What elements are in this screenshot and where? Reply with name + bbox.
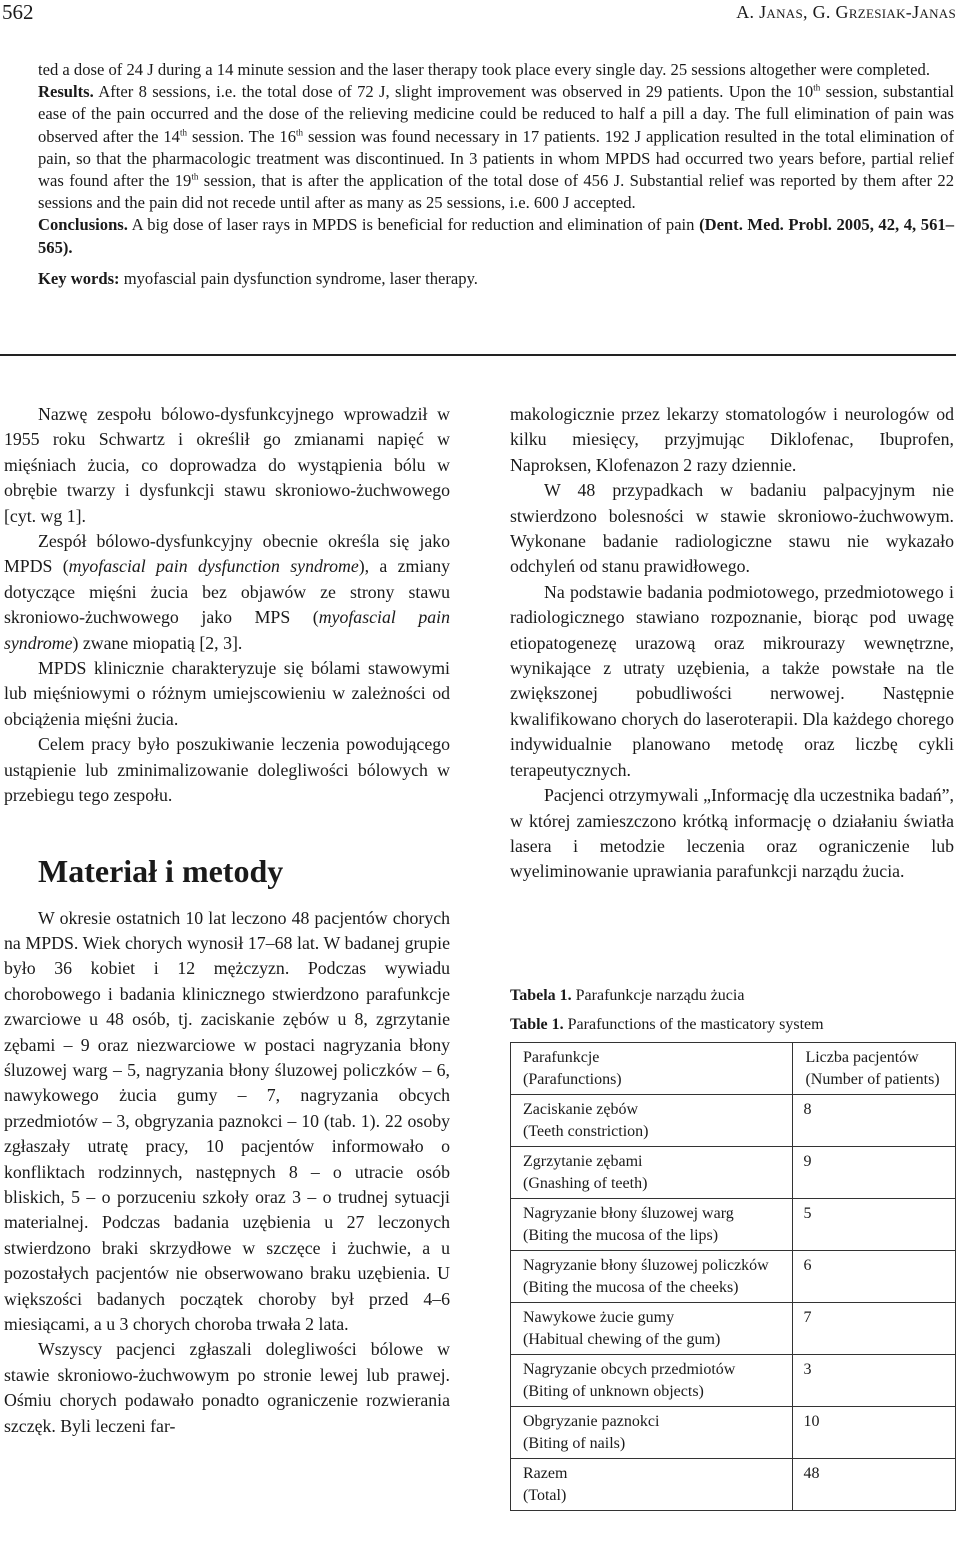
body-paragraph: Pacjenci otrzymywali „Informację dla uczestnika badań”, w której zamieszczono krótką informację o działaniu światła lasera i metodzie leczenia oraz ograniczenie lub wyeliminowanie uprawiania parafunkcji narządu żucia. <box>510 785 954 882</box>
running-header <box>0 0 960 28</box>
parafunction-cell <box>511 1459 793 1511</box>
parafunction-pl: Nagryzanie błony śluzowej policzków <box>523 1257 769 1274</box>
table-row <box>511 1459 956 1511</box>
patient-count: 3 <box>793 1355 956 1407</box>
parafunction-cell <box>511 1407 793 1459</box>
conclusions-label: Conclusions. <box>38 215 128 235</box>
results-text-3: session. The 16 <box>187 126 297 146</box>
conclusions-text: A big dose of laser rays in MPDS is beneficial for reduction and elimination of pain <box>127 215 700 235</box>
results-text-5: session, that is after the application of the total dose of 456 J. Substantial relief was reported by them after 22 sessions and the pain did not recede until after as many as 25 sessions, i.e. 600 J accepted. <box>38 171 955 213</box>
table-header-cell <box>793 1043 956 1095</box>
body-paragraph: Na podstawie badania podmiotowego, przedmiotowego i radiologicznego stawiano rozpoznanie, biorąc pod uwagę etiopatogenezę urazową oraz mikrourazy wewnętrzne, wynikające z utraty uzębienia, a także powstałe na tle zwiększonej pobudliwości nerwowej. Następnie kwalifikowano chorych do laseroterapii. Dla każdego chorego indywidualnie planowano metodę oraz liczbę cykli terapeutycznych. <box>510 581 954 780</box>
patient-count: 7 <box>793 1303 956 1355</box>
parafunction-en: (Biting of nails) <box>523 1435 626 1452</box>
patient-count: 8 <box>793 1095 956 1147</box>
parafunction-en: (Habitual chewing of the gum) <box>523 1331 721 1348</box>
parafunction-en: (Biting the mucosa of the cheeks) <box>523 1279 739 1296</box>
caption-label: Tabela 1. <box>510 987 572 1004</box>
table-row <box>511 1355 956 1407</box>
keywords <box>38 268 954 290</box>
italic-term: myofascial pain syndrome <box>4 607 450 653</box>
page-number: 562 <box>2 0 34 24</box>
parafunction-en: (Total) <box>523 1487 567 1504</box>
parafunction-en: (Biting the mucosa of the lips) <box>523 1227 719 1244</box>
patient-count: 48 <box>793 1459 956 1511</box>
table-row <box>511 1147 956 1199</box>
parafunction-pl: Zaciskanie zębów <box>523 1101 639 1118</box>
body-paragraph: Celem pracy było poszukiwanie leczenia powodującego ustąpienie lub zminimalizowanie dolegliwości bólowych w przebiegu tego zespołu. <box>4 734 450 806</box>
table-row <box>511 1251 956 1303</box>
table-row <box>511 1303 956 1355</box>
body-paragraph: makologicznie przez lekarzy stomatologów i neurologów od kilku miesięcy, przyjmując Diklofenac, Ibuprofen, Naproksen, Klofenazon 2 razy dziennie. <box>510 404 954 475</box>
ordinal-suffix: th <box>191 171 199 182</box>
body-paragraph: Wszyscy pacjenci zgłaszali dolegliwości bólowe w stawie skroniowo-żuchwowym po stronie lewej lub prawej. Ośmiu chorych podawało ponadto ograniczenie rozwierania szczęk. Byli leczeni far- <box>4 1339 450 1436</box>
parafunction-pl: Nagryzanie obcych przedmiotów <box>523 1361 736 1378</box>
parafunction-en: (Gnashing of teeth) <box>523 1175 648 1192</box>
abstract-methods-end: ted a dose of 24 J during a 14 minute session and the laser therapy took place every single day. 25 sessions altogether were completed. <box>38 60 930 79</box>
patient-count: 9 <box>793 1147 956 1199</box>
results-text-2: session, substantial ease of the pain occurred and the dose of the relieving medicine could be reduced to half a pill a day. The full elimination of pain was observed after the 14 <box>38 82 954 146</box>
results-text-4: session was found necessary in 17 patients. 192 J application resulted in the total elimination of pain, so that the pharmacologic treatment was discontinued. In 3 patients in whom MPDS had occurred two years before, partial relief was found after the 19 <box>38 126 954 191</box>
section-heading: Materiał i metody <box>38 852 284 889</box>
patient-count: 5 <box>793 1199 956 1251</box>
header-text: Liczba pacjentów <box>805 1049 919 1066</box>
patient-count: 10 <box>793 1407 956 1459</box>
parafunction-cell <box>511 1095 793 1147</box>
header-text: (Parafunctions) <box>523 1071 622 1088</box>
citation: (Dent. Med. Probl. 2005, 42, 4, 561–565). <box>38 215 954 257</box>
italic-term: myofascial pain dysfunction syndrome <box>68 556 359 577</box>
table-row <box>511 1407 956 1459</box>
parafunction-pl: Obgryzanie paznokci <box>523 1413 660 1430</box>
body-paragraph: W okresie ostatnich 10 lat leczono 48 pacjentów chorych na MPDS. Wiek chorych wynosił 17–68 lat. W badanej grupie było 36 kobiet i 12 mężczyzn. Podczas wywiadu chorobowego i badania klinicznego stwierdzono parafunkcje zwarciowe u 48 osób, tj. zaciskanie zębów u 8, zgrzytanie zębami – 9 oraz niezwarciowe w postaci nagryzania błony śluzowej warg – 5, nagryzania błony śluzowej policzków – 6, nawykowego żucia gumy – 7, nagryzania obcych przedmiotów – 3, obgryzania paznokci – 10 (tab. 1). 22 osoby zgłaszały utratę pracy, 10 pacjentów informowało o konfliktach rodzinnych, następnych 8 – o utracie osób bliskich, 5 – o porzuceniu szkoły oraz 3 – o trudnej sytuacji materialnej. Podczas badania uzębienia u 27 leczonych stwierdzono braki skrzydłowe w szczęce i żuchwie, a u pozostałych pacjentów nie obserwowano braku uzębienia. U większości badanych początek choroby był przed 4–6 miesiącami, a u 3 chorych choroba trwała 2 lata. <box>4 907 450 1334</box>
ordinal-suffix: th <box>813 82 821 93</box>
table-header-cell <box>511 1043 793 1095</box>
left-column <box>4 402 450 1439</box>
text-run: ), a zmiany dotyczące mięśni żucia bez objawów ze strony stawu skroniowo-żuchwowego jako MPS ( <box>4 556 450 628</box>
parafunction-pl: Zgrzytanie zębami <box>523 1153 643 1170</box>
caption-label: Table 1. <box>510 1016 564 1033</box>
caption-text: Parafunkcje narządu żucia <box>571 987 745 1004</box>
parafunction-pl: Nawykowe żucie gumy <box>523 1309 675 1326</box>
keywords-text: myofascial pain dysfunction syndrome, laser therapy. <box>119 268 478 288</box>
body-paragraph <box>4 529 450 656</box>
abstract-conclusions <box>38 214 954 258</box>
text-run: Zespół bólowo-dysfunkcyjny obecnie określa się jako MPDS ( <box>4 531 450 577</box>
table-header-row <box>511 1043 956 1095</box>
parafunction-cell <box>511 1355 793 1407</box>
results-label: Results. <box>38 82 94 102</box>
right-column <box>510 402 954 885</box>
ordinal-suffix: th <box>179 127 187 138</box>
body-paragraph: W 48 przypadkach w badaniu palpacyjnym nie stwierdzono bolesności w stawie skroniowo-żuchwowym. Wykonane badanie radiologiczne stawu nie wykazało odchyleń od stanu prawidłowego. <box>510 480 954 577</box>
parafunction-cell <box>511 1147 793 1199</box>
ordinal-suffix: th <box>296 127 304 138</box>
results-text-1: After 8 sessions, i.e. the total dose of 72 J, slight improvement was observed in 29 patients. Upon the 10 <box>93 82 814 102</box>
patient-count: 6 <box>793 1251 956 1303</box>
abstract <box>38 59 954 290</box>
body-paragraph: MPDS klinicznie charakteryzuje się bólami stawowymi lub mięśniowymi o różnym umiejscowieniu w zależności od obciążenia mięśni żucia. <box>4 658 450 729</box>
keywords-label: Key words: <box>38 268 120 288</box>
caption-text: Parafunctions of the masticatory system <box>563 1016 824 1033</box>
parafunction-en: (Teeth constriction) <box>523 1123 649 1140</box>
table-1 <box>510 986 958 1504</box>
parafunctions-table <box>510 1042 956 1511</box>
parafunction-pl: Nagryzanie błony śluzowej warg <box>523 1205 734 1222</box>
abstract-results <box>38 81 954 214</box>
running-head-authors: A. Janas, G. Grzesiak-Janas <box>736 2 956 22</box>
parafunction-cell <box>511 1199 793 1251</box>
header-text: (Number of patients) <box>805 1071 940 1088</box>
abstract-divider <box>0 354 956 356</box>
parafunction-en: (Biting of unknown objects) <box>523 1383 704 1400</box>
table-row <box>511 1199 956 1251</box>
parafunction-pl: Razem <box>523 1465 568 1482</box>
text-run: ) zwane miopatią [2, 3]. <box>72 632 243 653</box>
parafunction-cell <box>511 1251 793 1303</box>
body-paragraph: Nazwę zespołu bólowo-dysfunkcyjnego wprowadził w 1955 roku Schwartz i określił go zmianami napięć w mięśniach żucia, co doprowadza do wystąpienia bólu w obrębie twarzy i dysfunkcji stawu skroniowo-żuchwowego [cyt. wg 1]. <box>4 404 450 526</box>
header-text: Parafunkcje <box>523 1049 600 1066</box>
parafunction-cell <box>511 1303 793 1355</box>
table-caption-en <box>510 1015 958 1035</box>
table-row <box>511 1095 956 1147</box>
table-caption-pl <box>510 986 958 1006</box>
